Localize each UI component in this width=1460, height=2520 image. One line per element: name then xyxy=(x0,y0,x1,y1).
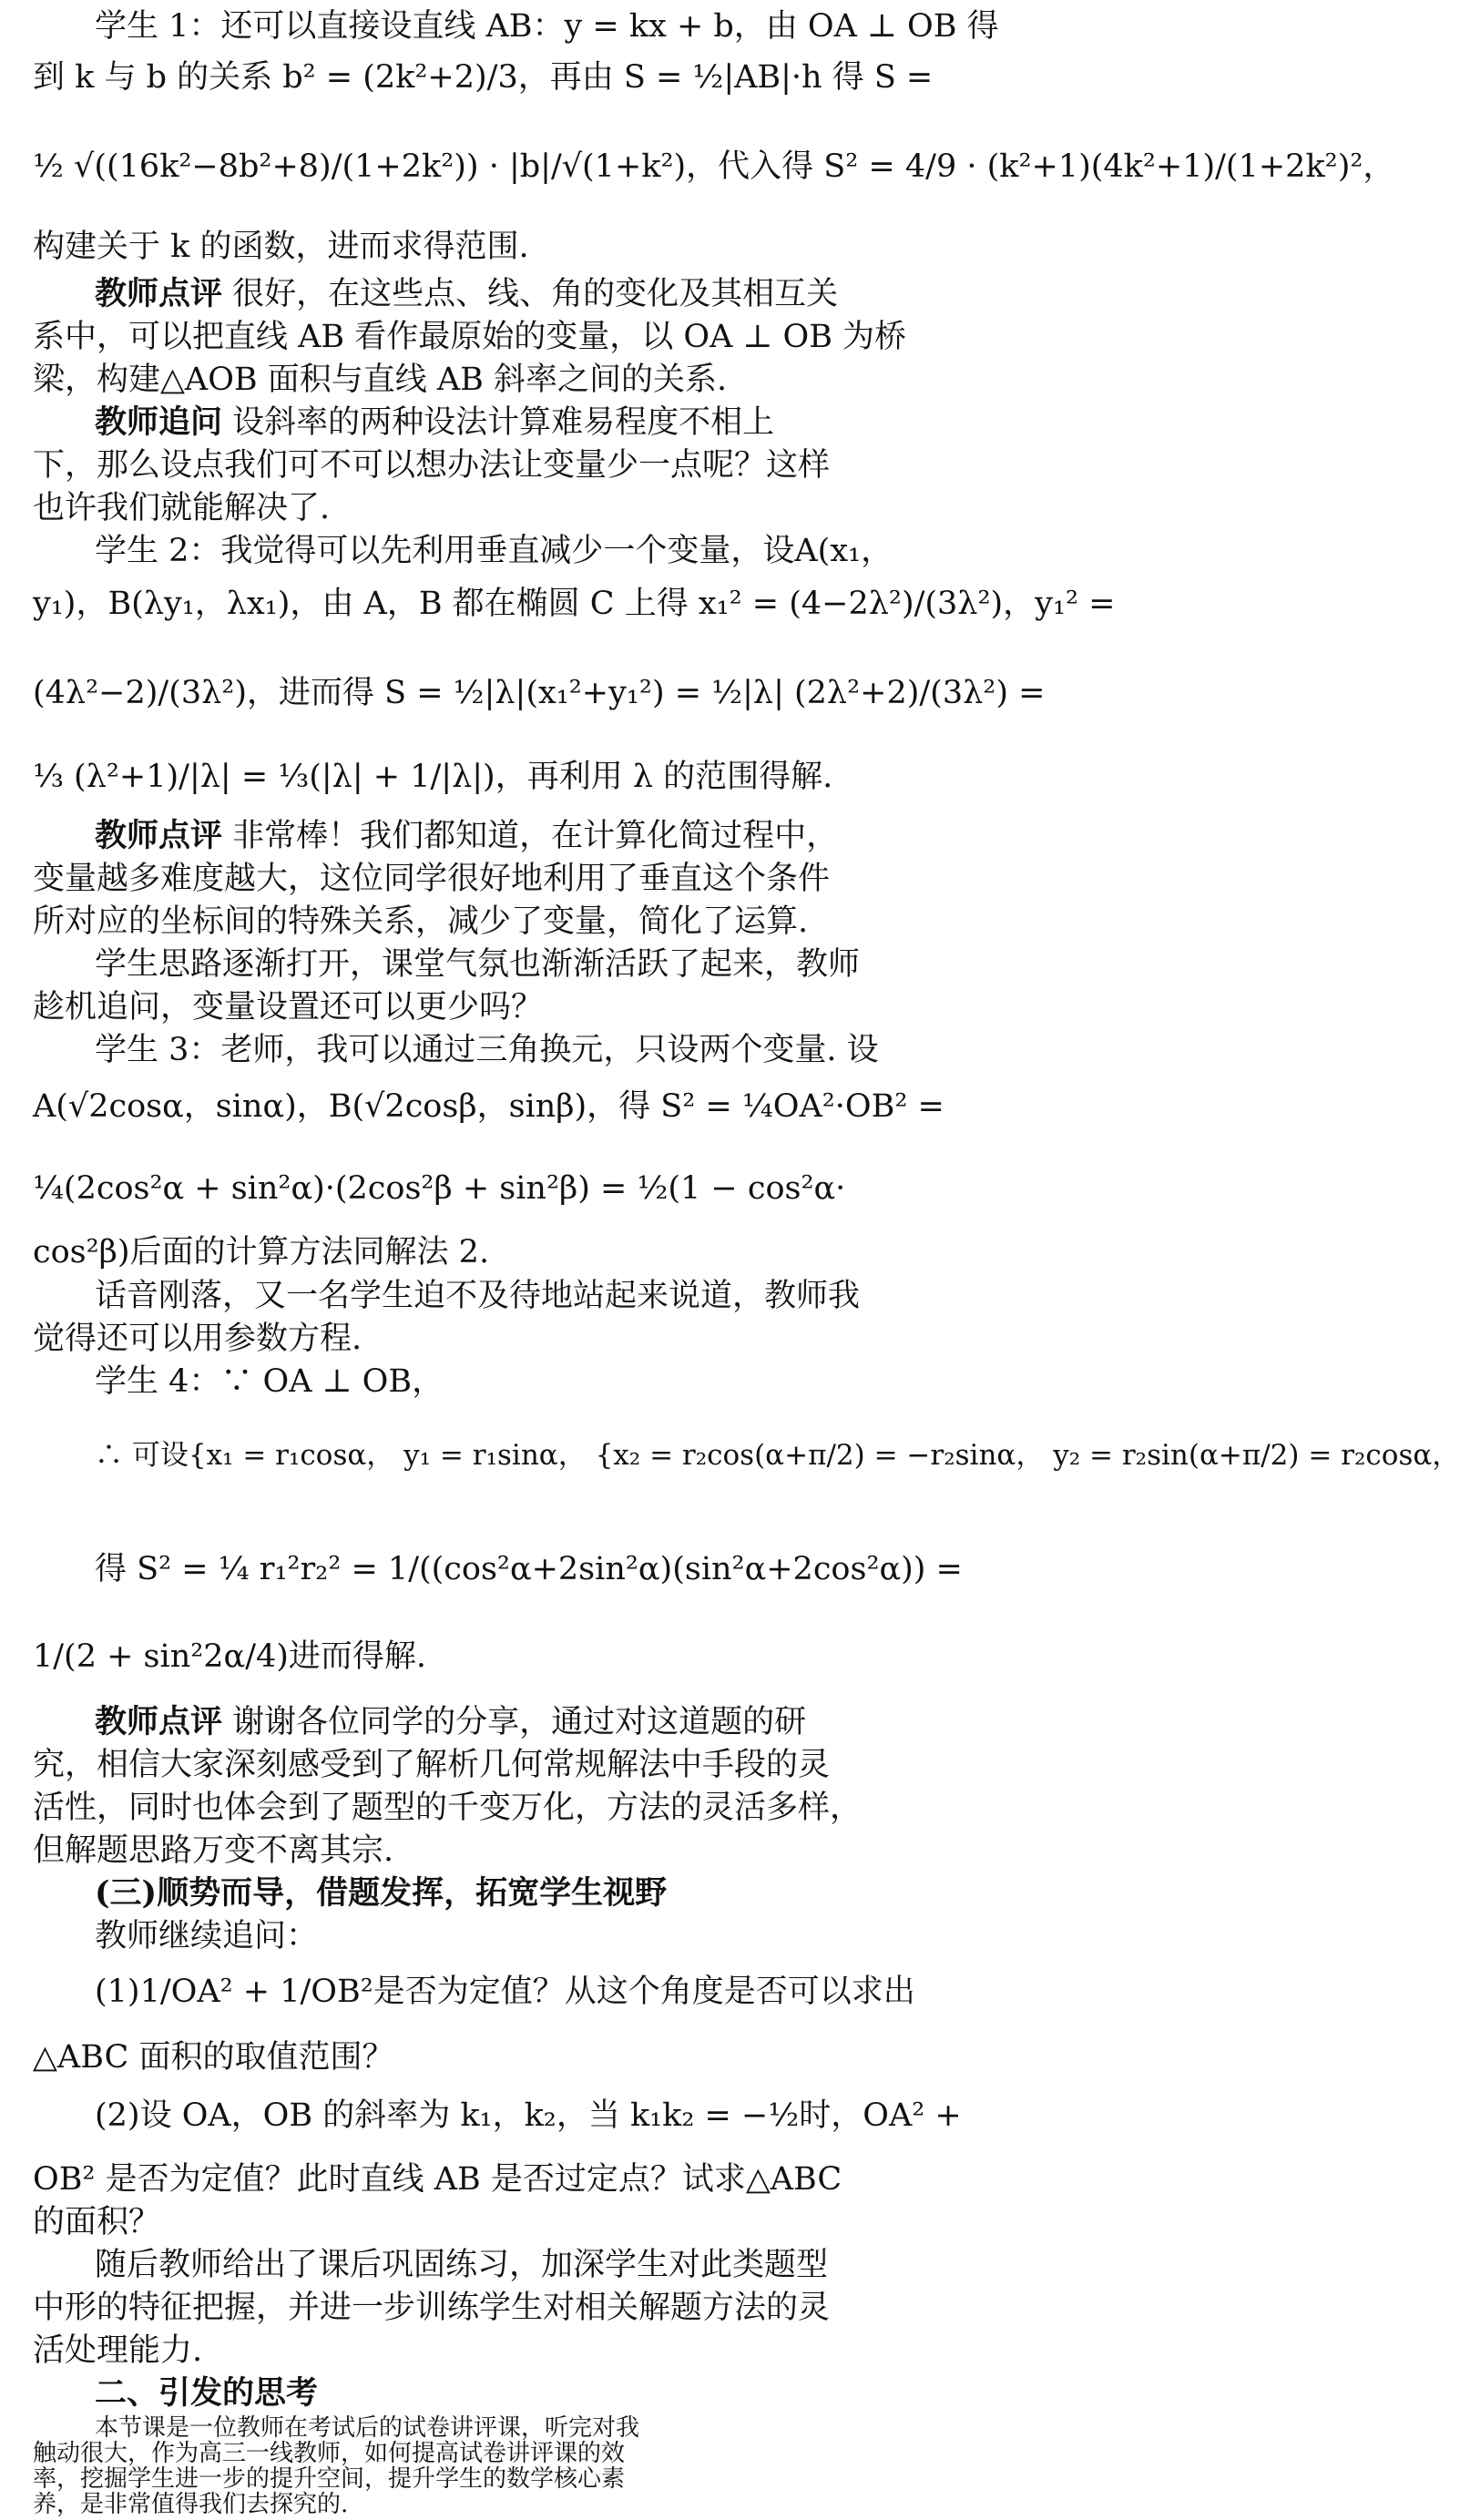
text-line: 所对应的坐标间的特殊关系，减少了变量，简化了运算. xyxy=(33,903,809,940)
teacher-comment-line: 教师点评 很好，在这些点、线、角的变化及其相互关 xyxy=(95,275,839,312)
section-heading: (三)顺势而导，借题发挥，拓宽学生视野 xyxy=(95,1874,668,1912)
section-heading: 二、引发的思考 xyxy=(95,2374,319,2412)
text-line: 但解题思路万变不离其宗. xyxy=(33,1832,394,1869)
text-line: 梁，构建△AOB 面积与直线 AB 斜率之间的关系. xyxy=(33,362,728,398)
text-line: 下，那么设点我们可不可以想办法让变量少一点呢？这样 xyxy=(33,447,831,484)
formula-line: A(√2cosα，sinα)，B(√2cosβ，sinβ)，得 S² = ¼OA²·OB² = xyxy=(33,1088,944,1125)
formula-line: 得 S² = ¼ r₁²r₂² = 1/((cos²α+2sin²α)(sin²α+2cos²α)) = xyxy=(95,1551,963,1587)
text-line: 趁机追问，变量设置还可以更少吗？ xyxy=(33,989,544,1025)
formula-line: (4λ²−2)/(3λ²)，进而得 S = ½|λ|(x₁²+y₁²) = ½|λ| (2λ²+2)/(3λ²) = xyxy=(33,675,1046,711)
formula-line: ½ √((16k²−8b²+8)/(1+2k²)) · |b|/√(1+k²)，代入得 S² = 4/9 · (k²+1)(4k²+1)/(1+2k²)²， xyxy=(33,148,1395,185)
formula-line: y₁)，B(λy₁，λx₁)，由 A，B 都在椭圆 C 上得 x₁² = (4−2λ²)/(3λ²)，y₁² = xyxy=(33,586,1116,622)
formula-line: (1)1/OA² + 1/OB²是否为定值？从这个角度是否可以求出 xyxy=(95,1974,915,2010)
text-line: 也许我们就能解决了. xyxy=(33,490,331,526)
text-line: 学生 3：老师，我可以通过三角换元，只设两个变量. 设 xyxy=(95,1032,879,1068)
text-line: cos²β)后面的计算方法同解法 2. xyxy=(33,1234,490,1270)
text-line: 学生 2：我觉得可以先利用垂直减少一个变量，设A(x₁， xyxy=(95,533,893,569)
text-line: 学生 1：还可以直接设直线 AB：y = kx + b，由 OA ⊥ OB 得 xyxy=(95,8,999,45)
text-line: 学生思路逐渐打开，课堂气氛也渐渐活跃了起来，教师 xyxy=(95,946,861,983)
text-line: 活处理能力. xyxy=(33,2332,203,2369)
text-line: 养，是非常值得我们去探究的. xyxy=(33,2491,349,2518)
text-line: 到 k 与 b 的关系 b² = (2k²+2)/3，再由 S = ½|AB|·h 得 S = xyxy=(33,59,934,96)
formula-line: ¼(2cos²α + sin²α)·(2cos²β + sin²β) = ½(1 − cos²α· xyxy=(33,1170,846,1207)
text-line: 的面积？ xyxy=(33,2204,161,2240)
text-line: 话音刚落，又一名学生迫不及待地站起来说道，教师我 xyxy=(95,1278,861,1314)
text-line: 率，挖掘学生进一步的提升空间，提升学生的数学核心素 xyxy=(33,2465,626,2493)
teacher-comment-line: 教师点评 非常棒！我们都知道，在计算化简过程中， xyxy=(95,817,839,854)
text-line: 触动很大，作为高三一线教师，如何提高试卷讲评课的效 xyxy=(33,2440,626,2467)
text-line: 中形的特征把握，并进一步训练学生对相关解题方法的灵 xyxy=(33,2290,831,2326)
text-line: 究，相信大家深刻感受到了解析几何常规解法中手段的灵 xyxy=(33,1747,831,1783)
text-line: 觉得还可以用参数方程. xyxy=(33,1321,362,1357)
text-line: 教师继续追问： xyxy=(95,1918,319,1954)
teacher-comment-line: 教师点评 谢谢各位同学的分享，通过对这道题的研 xyxy=(95,1703,807,1740)
text-line: 随后教师给出了课后巩固练习，加深学生对此类题型 xyxy=(95,2247,829,2283)
teacher-question-line: 教师追问 设斜率的两种设法计算难易程度不相上 xyxy=(95,403,775,441)
formula-line: ⅓ (λ²+1)/|λ| = ⅓(|λ| + 1/|λ|)，再利用 λ 的范围得解. xyxy=(33,759,833,795)
formula-line: 1/(2 + sin²2α/4)进而得解. xyxy=(33,1638,427,1675)
text-line: △ABC 面积的取值范围？ xyxy=(33,2039,394,2076)
text-line: 系中，可以把直线 AB 看作最原始的变量，以 OA ⊥ OB 为桥 xyxy=(33,319,907,355)
text-line: 活性，同时也体会到了题型的千变万化，方法的灵活多样， xyxy=(33,1790,863,1826)
text-line: 本节课是一位教师在考试后的试卷讲评课，听完对我 xyxy=(95,2414,640,2442)
text-line: 变量越多难度越大，这位同学很好地利用了垂直这个条件 xyxy=(33,861,831,897)
formula-line: ∴ 可设{x₁ = r₁cosα， y₁ = r₁sinα， {x₂ = r₂cos(α+π/2) = −r₂sinα， y₂ = r₂sin(α+π/2) = r₂cosα， xyxy=(95,1439,1460,1472)
text-line: OB² 是否为定值？此时直线 AB 是否过定点？试求△ABC xyxy=(33,2161,842,2198)
formula-line: (2)设 OA，OB 的斜率为 k₁，k₂，当 k₁k₂ = −½时，OA² + xyxy=(95,2097,962,2134)
text-line: 学生 4：∵ OA ⊥ OB， xyxy=(95,1363,444,1400)
text-line: 构建关于 k 的函数，进而求得范围. xyxy=(33,229,529,265)
